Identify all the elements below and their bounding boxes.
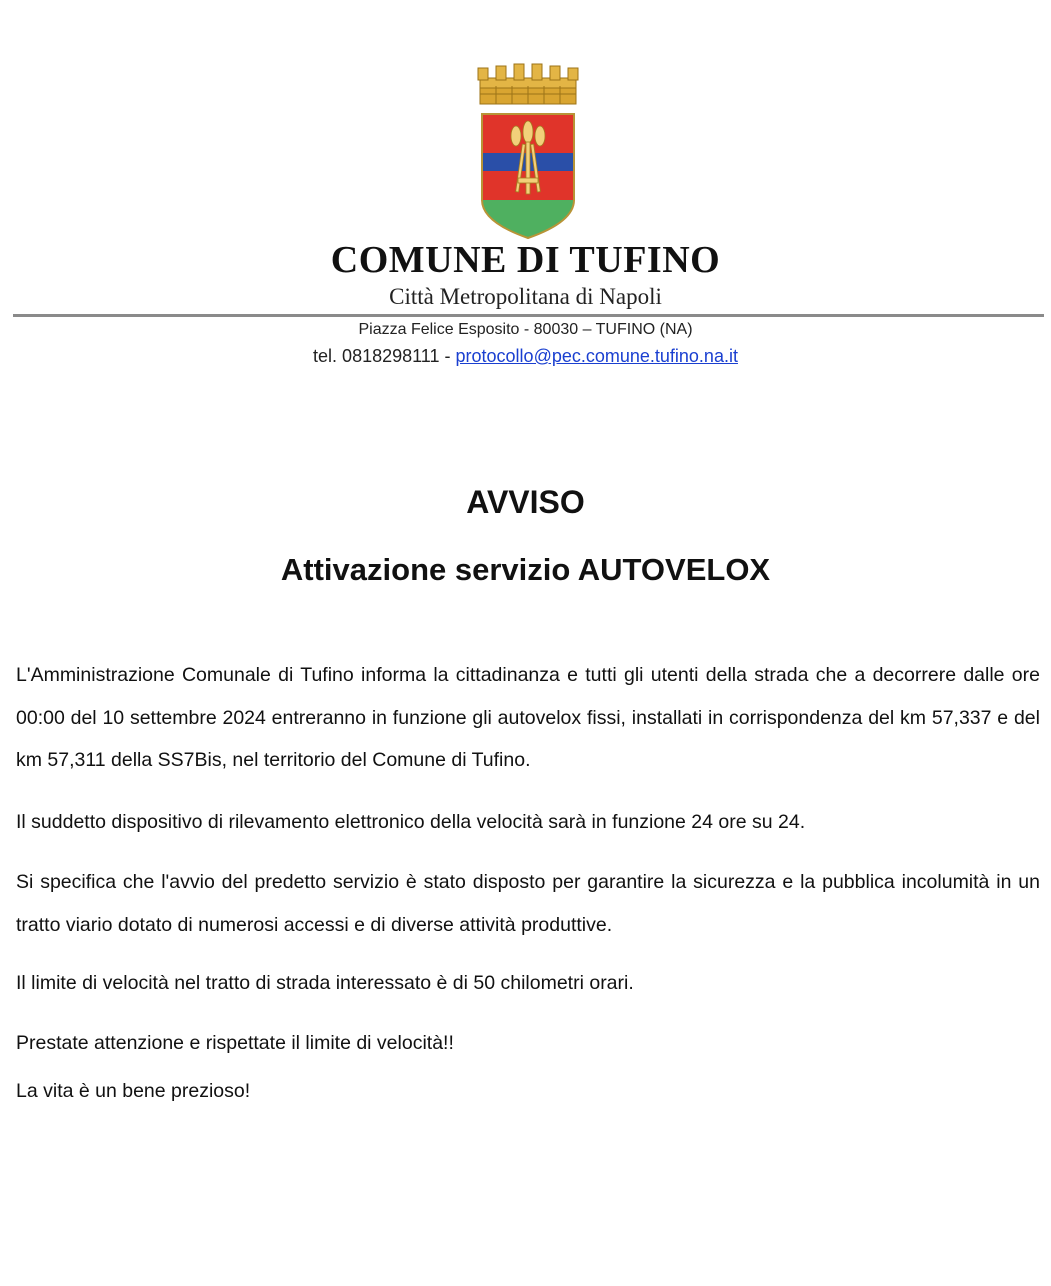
email-link[interactable]: protocollo@pec.comune.tufino.na.it bbox=[455, 346, 738, 366]
notice-heading: AVVISO bbox=[466, 484, 585, 520]
org-subtitle: Città Metropolitana di Napoli bbox=[389, 284, 662, 309]
phone-text: tel. 0818298111 - bbox=[313, 346, 451, 366]
notice-paragraph-6: La vita è un bene prezioso! bbox=[16, 1080, 251, 1102]
notice-paragraph-1: L'Amministrazione Comunale di Tufino informa la cittadinanza e tutti gli utenti della strada che a decorrere dalle ore 00:00 del 10 settembre 2024 entreranno in funzione gli autovelox fissi, installati in corrispondenza del km 57,337 e del km 57,311 della SS7Bis, nel territorio del Comune di Tufino. bbox=[16, 664, 1040, 771]
tufino-coat-of-arms-icon bbox=[476, 60, 580, 240]
notice-paragraph-3: Si specifica che l'avvio del predetto servizio è stato disposto per garantire la sicurezza e la pubblica incolumità in un tratto viario dotato di numerosi accessi e di diverse attività produttive. bbox=[16, 871, 1040, 936]
notice-paragraph-4: Il limite di velocità nel tratto di strada interessato è di 50 chilometri orari. bbox=[16, 972, 634, 994]
crown-icon bbox=[478, 64, 578, 104]
notice-paragraph-5: Prestate attenzione e rispettate il limite di velocità!! bbox=[16, 1032, 454, 1054]
org-contact bbox=[0, 346, 1051, 367]
notice-title: Attivazione servizio AUTOVELOX bbox=[280, 552, 771, 587]
org-address: Piazza Felice Esposito - 80030 – TUFINO (NA) bbox=[358, 321, 693, 338]
notice-paragraph-2: Il suddetto dispositivo di rilevamento elettronico della velocità sarà in funzione 24 ore su 24. bbox=[16, 811, 806, 833]
org-title: COMUNE DI TUFINO bbox=[330, 239, 721, 281]
header-divider bbox=[13, 314, 1044, 317]
